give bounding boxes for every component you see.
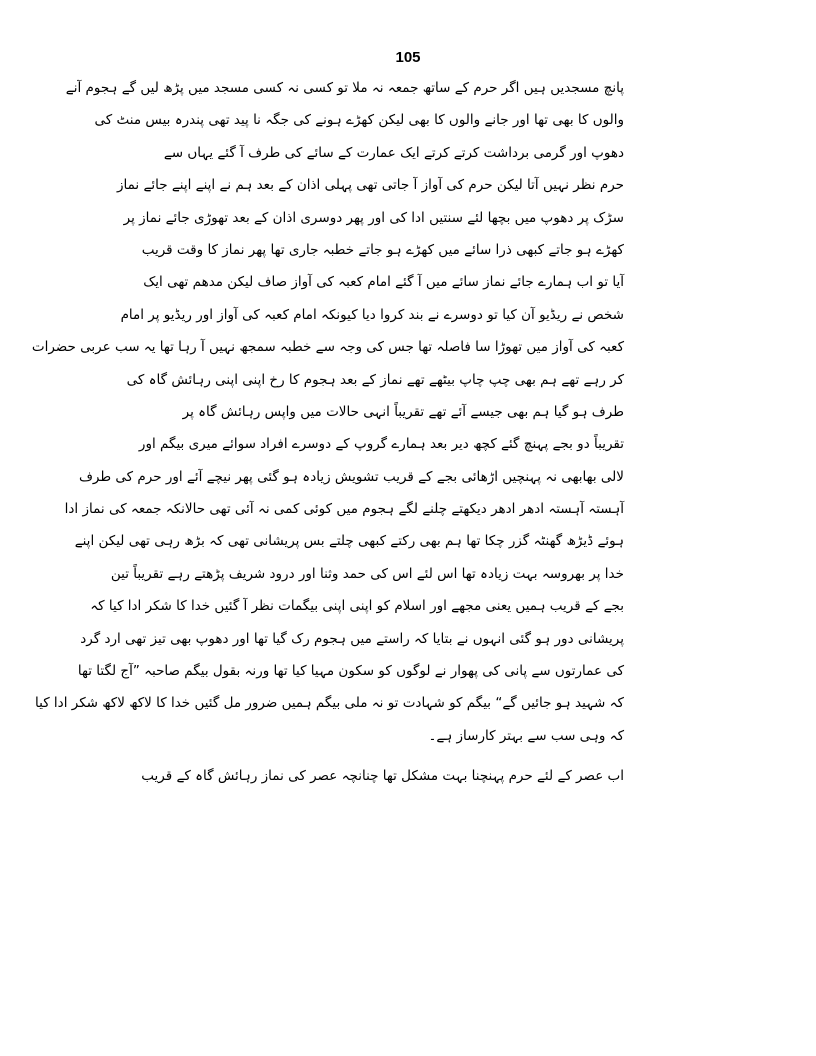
text-line-3: دھوپ اور گرمی برداشت کرتے کرتے ایک عمارت کے سائے کی طرف آ گئے یہاں سے (163, 144, 624, 161)
text-line-16: خدا پر بھروسہ بہت زیادہ تھا اس لئے اس کی حمد وثنا اور درود شریف پڑھتے رہے تقریباً تین (110, 565, 624, 582)
text-line-7: آیا تو اب ہمارے جائے نماز سائے میں آ گئے امام کعبہ کی آواز صاف لیکن مدھم تھی ایک (143, 274, 624, 291)
text-line-17: بجے کے قریب ہمیں یعنی مجھے اور اسلام کو اپنی اپنی بیگمات نظر آ گئیں خدا کا شکر ادا کیا کہ (90, 598, 624, 615)
text-line-14: آہستہ آہستہ ادھر ادھر دیکھتے چلنے لگے ہجوم میں کوئی کمی نہ آئی تھی حالانکہ جمعہ کی نماز ادا (64, 501, 624, 518)
text-line-6: کھڑے ہو جاتے کبھی ذرا سائے میں کھڑے ہو جاتے خطبہ جاری تھا پھر نماز کا وقت قریب (141, 241, 624, 258)
text-line-13: لالی بھابھی نہ پہنچیں اڑھائی بجے کے قریب تشویش زیادہ ہو گئی پھر نیچے آئے اور حرم کی طرف (78, 468, 624, 485)
text-line-15: ہوئے ڈیڑھ گھنٹہ گزر چکا تھا ہم بھی رکتے کبھی چلتے بس پریشانی تھی کہ بڑھ رہی تھی لیکن اپنے (74, 533, 624, 550)
text-line-1: پانچ مسجدیں ہیں اگر حرم کے ساتھ جمعہ نہ ملا تو کسی نہ کسی مسجد میں پڑھ لیں گے ہجوم آنے (65, 80, 624, 96)
text-line-20: کہ شہید ہو جائیں گے“ بیگم کو شہادت تو نہ ملی بیگم ہمیں ضرور مل گئیں خدا کا لاکھ لاکھ شکر ادا کیا (35, 695, 624, 712)
body-text (31, 72, 624, 793)
text-line-12: تقریباً دو بجے پہنچ گئے کچھ دیر بعد ہمارے گروپ کے دوسرے افراد سوائے میری بیگم اور (138, 436, 624, 453)
text-line-21: کہ وہی سب سے بہتر کارساز ہے۔ (428, 727, 624, 744)
text-line-22: اب عصر کے لئے حرم پہنچنا بہت مشکل تھا چنانچہ عصر کی نماز رہائش گاہ کے قریب (141, 768, 624, 785)
text-line-19: کی عمارتوں سے پانی کی پھوار نے لوگوں کو سکون مہیا کیا تھا ورنہ بقول بیگم صاحبہ ”آج لگتا تھا (77, 663, 624, 680)
page-number: 105 (395, 49, 421, 66)
text-line-8: شخص نے ریڈیو آن کیا تو دوسرے نے بند کروا دیا کیونکہ امام کعبہ کی آواز اور ریڈیو پر امام (120, 306, 624, 323)
text-line-18: پریشانی دور ہو گئی انہوں نے بتایا کہ راستے میں ہجوم رک گیا تھا اور دھوپ بھی تیز تھی ارد گرد (80, 630, 624, 647)
text-line-9: کعبہ کی آواز میں تھوڑا سا فاصلہ تھا جس کی وجہ سے خطبہ سمجھ نہیں آ رہا تھا یہ سب عربی حضرات (31, 339, 624, 356)
text-line-2: والوں کا بھی تھا اور جانے والوں کا بھی لیکن کھڑے ہونے کی جگہ نا پید تھی پندرہ بیس منٹ کی (94, 112, 624, 129)
text-line-10: کر رہے تھے ہم بھی چپ چاپ بیٹھے تھے نماز کے بعد ہجوم کا رخ اپنی اپنی رہائش گاہ کی (126, 371, 624, 388)
text-line-11: طرف ہو گیا ہم بھی جیسے آئے تھے تقریباً انہی حالات میں واپس رہائش گاہ پر (182, 403, 624, 420)
text-line-4: حرم نظر نہیں آتا لیکن حرم کی آواز آ جاتی تھی پہلی اذان کے بعد ہم نے اپنے اپنے جائے نماز (116, 177, 624, 194)
text-line-5: سڑک پر دھوپ میں بچھا لئے سنتیں ادا کی اور پھر دوسری اذان کے بعد تھوڑی جائے نماز پر (123, 209, 624, 226)
